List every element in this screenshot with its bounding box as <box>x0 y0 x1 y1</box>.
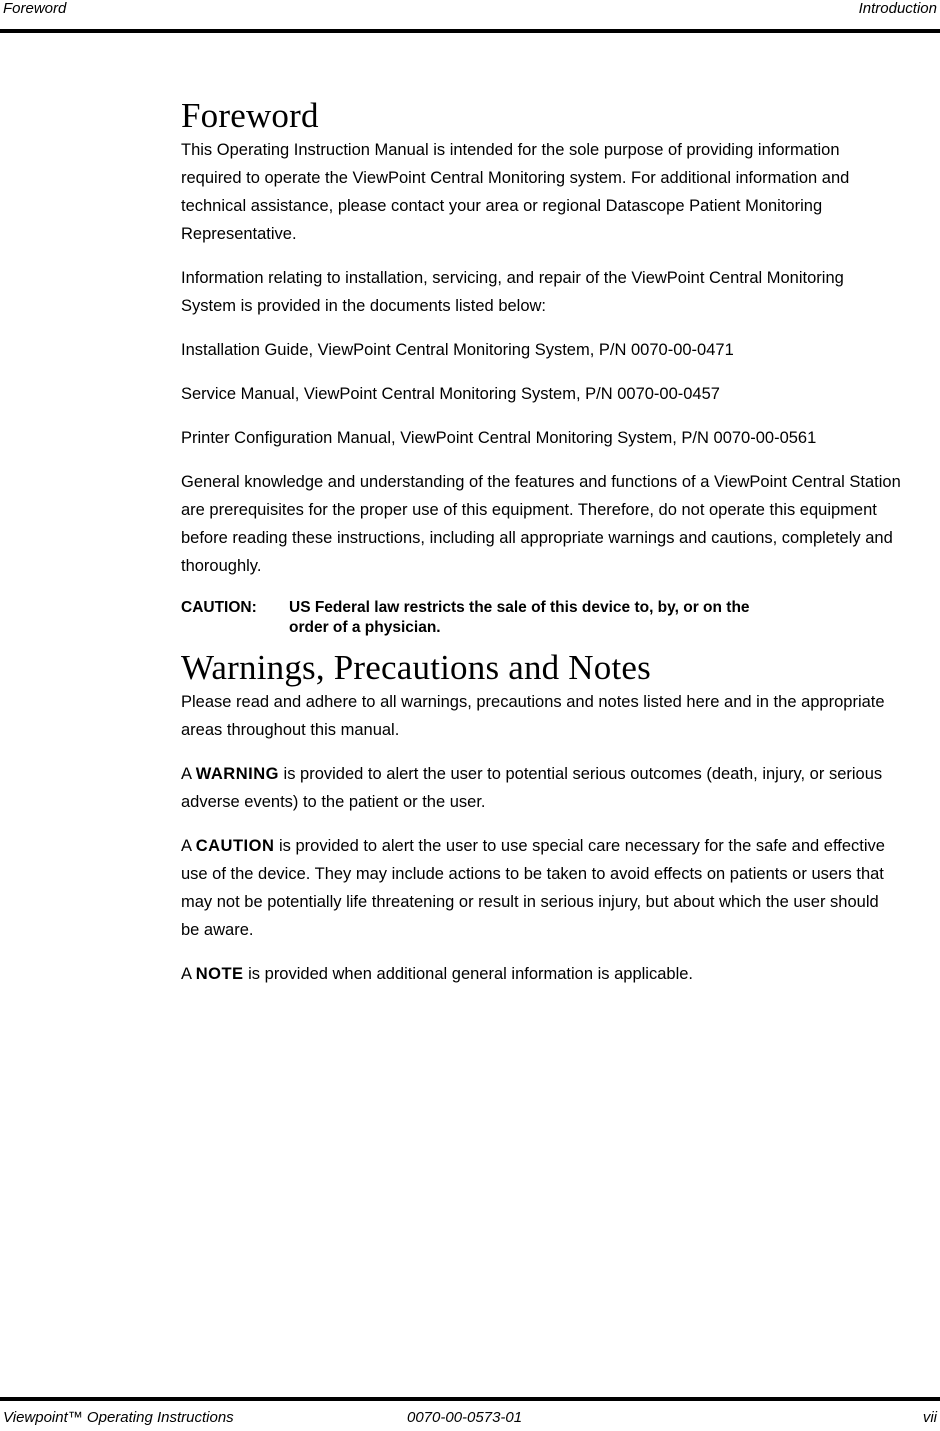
caution-prefix: A <box>181 837 192 855</box>
warning-definition-paragraph <box>181 760 901 816</box>
running-header <box>0 0 940 33</box>
document-item-service-manual: Service Manual, ViewPoint Central Monitoring System, P/N 0070-00-0457 <box>181 385 720 403</box>
header-chapter-label: Introduction <box>858 0 937 17</box>
note-definition-text: is provided when additional general information is applicable. <box>248 965 693 983</box>
footer-manual-title: Viewpoint™ Operating Instructions <box>3 1409 234 1426</box>
foreword-paragraph-knowledge: General knowledge and understanding of the features and functions of a ViewPoint Central Station are prerequisites for the proper use of this equipment. Therefore, do not operate this equipment before reading these instructions, including all appropriate warnings and cautions, completely and thoroughly. <box>181 473 901 575</box>
caution-keyword: CAUTION <box>195 837 275 855</box>
header-section-label: Foreword <box>3 0 67 17</box>
caution-definition-text: is provided to alert the user to use special care necessary for the safe and effective use of the device. They may include actions to be taken to avoid effects on patients or users that may not be potentially life threatening or result in serious injury, but about which the user should be aware. <box>181 837 885 939</box>
foreword-paragraph-purpose: This Operating Instruction Manual is intended for the sole purpose of providing information required to operate the ViewPoint Central Monitoring system. For additional information and technical assistance, please contact your area or regional Datascope Patient Monitoring Representative. <box>181 141 850 243</box>
note-prefix: A <box>181 965 192 983</box>
foreword-heading: Foreword <box>181 96 319 135</box>
warnings-heading: Warnings, Precautions and Notes <box>181 648 651 687</box>
caution-text: US Federal law restricts the sale of this device to, by, or on the order of a physician. <box>289 599 750 636</box>
foreword-paragraph-documents: Information relating to installation, servicing, and repair of the ViewPoint Central Monitoring System is provided in the documents listed below: <box>181 269 844 315</box>
page-content <box>181 96 901 1004</box>
caution-label: CAUTION: <box>181 599 257 616</box>
footer-page-number: vii <box>922 1409 937 1426</box>
warnings-intro-paragraph: Please read and adhere to all warnings, precautions and notes listed here and in the appropriate areas throughout this manual. <box>181 693 885 739</box>
running-footer <box>0 1397 940 1431</box>
note-definition-paragraph <box>181 960 901 988</box>
caution-definition-paragraph <box>181 832 901 944</box>
footer-part-number: 0070-00-0573-01 <box>407 1409 523 1426</box>
warning-definition-text: is provided to alert the user to potential serious outcomes (death, injury, or serious adverse events) to the patient or the user. <box>181 765 883 811</box>
warning-prefix: A <box>181 765 192 783</box>
document-item-printer-manual: Printer Configuration Manual, ViewPoint Central Monitoring System, P/N 0070-00-0561 <box>181 429 817 447</box>
caution-notice <box>181 598 901 638</box>
warning-keyword: WARNING <box>195 765 279 783</box>
note-keyword: NOTE <box>195 965 244 983</box>
document-item-installation-guide: Installation Guide, ViewPoint Central Monitoring System, P/N 0070-00-0471 <box>181 341 734 359</box>
